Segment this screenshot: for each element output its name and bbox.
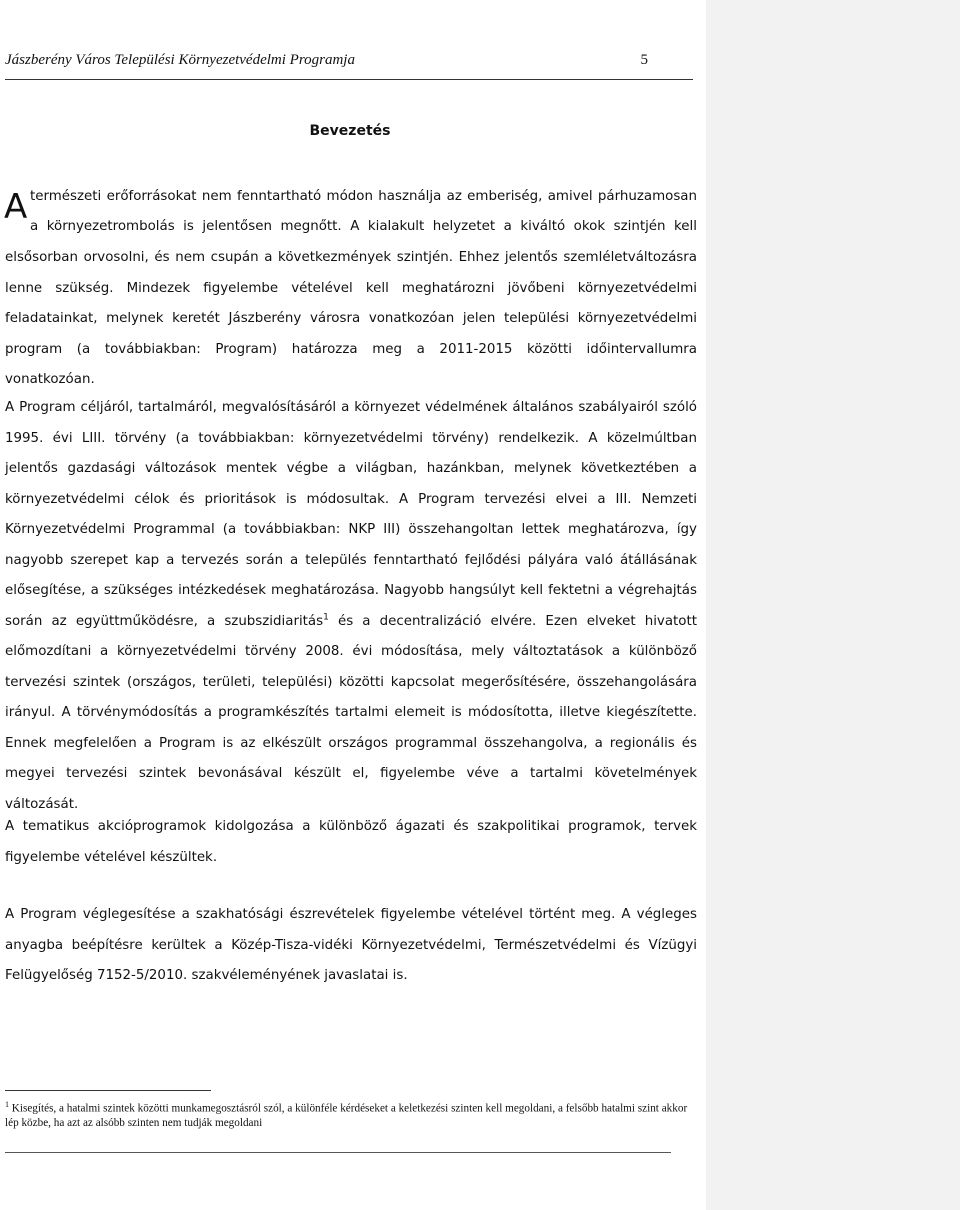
paragraph-1-rest: elsősorban orvosolni, és nem csupán a következmények szintjén. Ehhez jelentős szemléletváltozásra lenne szükség. Mindezek figyelembe vételével kell meghatározni jövőbeni környezetvédelmi feladatainkat, melynek keretét Jászberény városra vonatkozóan jelen települési környezetvédelmi program (a továbbiakban: Program) határozza meg a 2011-2015 közötti időintervallumra vonatkozóan.: [5, 250, 697, 387]
footnote-separator: [5, 1090, 211, 1091]
section-heading: Bevezetés: [309, 123, 391, 139]
footnote: [5, 1098, 695, 1130]
paragraph-2: [5, 393, 697, 820]
paragraph-1-line-2: a környezetrombolás is jelentősen megnőtt. A kialakult helyzetet a kiváltó okok szintjén kell: [30, 219, 697, 234]
page-bottom-rule: [5, 1152, 671, 1153]
header-title: Jászberény Város Települési Környezetvédelmi Programja: [5, 52, 355, 68]
paragraph-3: A tematikus akcióprogramok kidolgozása a különböző ágazati és szakpolitikai programok, tervek figyelembe vételével készültek.: [5, 819, 697, 865]
paragraph-1-line-1: természeti erőforrásokat nem fenntartható módon használja az emberiség, amivel párhuzamosan: [30, 189, 697, 204]
footnote-text: Kisegítés, a hatalmi szintek közötti munkamegosztásról szól, a különféle kérdéseket a keletkezési szinten kell megoldani, a felsőbb hatalmi szint akkor lép közbe, ha azt az alsóbb szinten nem tudják megoldani: [5, 1102, 688, 1129]
paragraph-2-text-b: és a decentralizáció elvére. Ezen elveket hivatott előmozdítani a környezetvédelmi törvény 2008. évi módosítása, mely változtatások a különböző tervezési szintek (országos, területi, települési) közötti kapcsolat megerősítésére, összehangolására irányul. A törvénymódosítás a programkészítés tartalmi elemeit is módosította, illetve kiegészítette. Ennek megfelelően a Program is az elkészült országos programmal összehangolva, a regionális és megyei tervezési szintek bevonásával készült el, figyelembe véve a tartalmi követelmények változását.: [5, 613, 697, 812]
page-number: 5: [640, 52, 648, 68]
paragraph-4: A Program véglegesítése a szakhatósági észrevételek figyelembe vételével történt meg. A végleges anyagba beépítésre kerültek a Közép-Tisza-vidéki Környezetvédelmi, Természetvédelmi és Vízügyi Felügyelőség 7152-5/2010. szakvéleményének javaslatai is.: [5, 907, 697, 983]
comment-margin: [706, 0, 960, 1210]
header-rule: [5, 79, 693, 80]
drop-cap: A: [4, 187, 28, 227]
footnote-reference[interactable]: 1: [323, 612, 329, 623]
paragraph-2-text-a: A Program céljáról, tartalmáról, megvalósításáról a környezet védelmének általános szabályairól szóló 1995. évi LIII. törvény (a továbbiakban: környezetvédelmi törvény) rendelkezik. A közelmúltban jelentős gazdasági változások mentek végbe a világban, hazánkban, melynek következtében a környezetvédelmi célok és prioritások is módosultak. A Program tervezési elvei a III. Nemzeti Környezetvédelmi Programmal (a továbbiakban: NKP III) összehangoltan lettek meghatározva, így nagyobb szerepet kap a tervezés során a település fenntartható fejlődési pályára való átállásának elősegítése, a szükséges intézkedések meghatározása. Nagyobb hangsúlyt kell fektetni a végrehajtás során az együttműködésre, a szubszidiaritás: [5, 400, 697, 629]
footnote-mark: 1: [5, 1100, 9, 1109]
